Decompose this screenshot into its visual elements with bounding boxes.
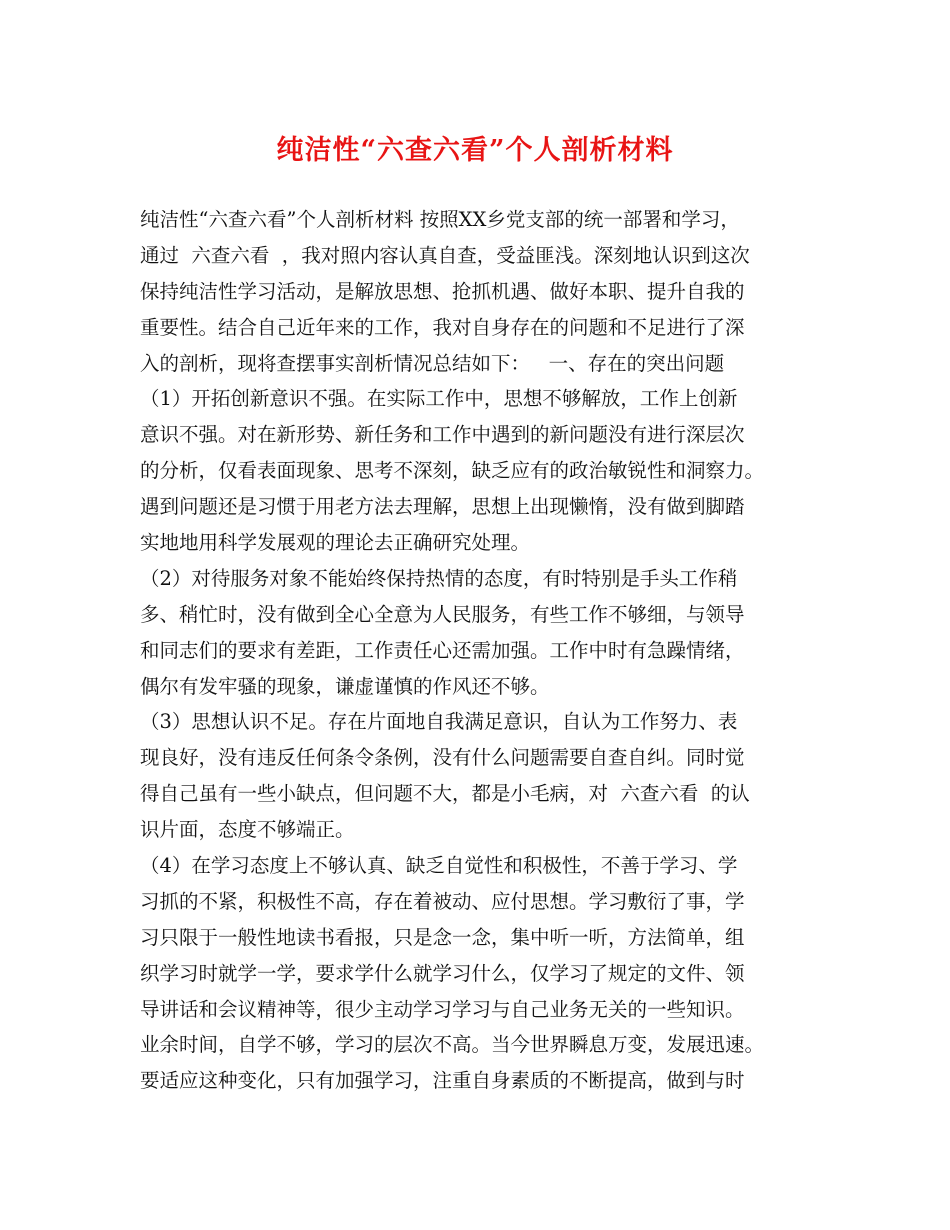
body-line: 和同志们的要求有差距，工作责任心还需加强。工作中时有急躁情绪，: [140, 638, 745, 662]
body-line: 入的剖析，现将查摆事实剖析情况总结如下： 一、存在的突出问题: [140, 351, 725, 375]
body-line: 习只限于一般性地读书看报，只是念一念，集中听一听，方法简单，组: [140, 925, 745, 949]
body-line: 实地地用科学发展观的理论去正确研究处理。: [140, 531, 531, 555]
body-line: （3）思想认识不足。存在片面地自我满足意识，自认为工作努力、表: [140, 710, 738, 734]
body-line: （2）对待服务对象不能始终保持热情的态度，有时特别是手头工作稍: [140, 566, 738, 590]
body-line: 保持纯洁性学习活动，是解放思想、抢抓机遇、做好本职、提升自我的: [140, 279, 745, 303]
body-line: （4）在学习态度上不够认真、缺乏自觉性和积极性，不善于学习、学: [140, 854, 738, 878]
body-line: 意识不强。对在新形势、新任务和工作中遇到的新问题没有进行深层次: [140, 423, 745, 447]
body-line: 多、稍忙时，没有做到全心全意为人民服务，有些工作不够细，与领导: [140, 602, 745, 626]
body-line: 现良好，没有违反任何条令条例，没有什么问题需要自查自纠。同时觉: [140, 746, 745, 770]
body-line: 要适应这种变化，只有加强学习，注重自身素质的不断提高，做到与时: [140, 1069, 745, 1093]
body-line: 偶尔有发牢骚的现象，谦虚谨慎的作风还不够。: [140, 674, 550, 698]
document-title: 纯洁性“六查六看”个人剖析材料: [276, 135, 674, 166]
body-line: 纯洁性“六查六看”个人剖析材料 按照XX乡党支部的统一部署和学习，: [140, 208, 740, 231]
body-line: 遇到问题还是习惯于用老方法去理解，思想上出现懒惰，没有做到脚踏: [140, 495, 745, 519]
body-line: 导讲话和会议精神等，很少主动学习学习与自己业务无关的一些知识。: [140, 997, 745, 1021]
body-line: 织学习时就学一学，要求学什么就学习什么，仅学习了规定的文件、领: [140, 961, 745, 985]
body-line: 的分析，仅看表面现象、思考不深刻，缺乏应有的政治敏锐性和洞察力。: [140, 459, 765, 483]
body-line: 通过 六查六看 ，我对照内容认真自查，受益匪浅。深刻地认识到这次: [140, 243, 750, 267]
body-line: （1）开拓创新意识不强。在实际工作中，思想不够解放，工作上创新: [140, 387, 738, 411]
body-line: 重要性。结合自己近年来的工作，我对自身存在的问题和不足进行了深: [140, 315, 745, 339]
body-line: 得自己虽有一些小缺点，但问题不大，都是小毛病，对 六查六看 的认: [140, 782, 750, 806]
body-line: 习抓的不紧，积极性不高，存在着被动、应付思想。学习敷衍了事，学: [140, 889, 745, 913]
body-line: 识片面，态度不够端正。: [140, 818, 355, 842]
document-body: [140, 202, 816, 1099]
body-line: 业余时间，自学不够，学习的层次不高。当今世界瞬息万变，发展迅速。: [140, 1033, 765, 1057]
